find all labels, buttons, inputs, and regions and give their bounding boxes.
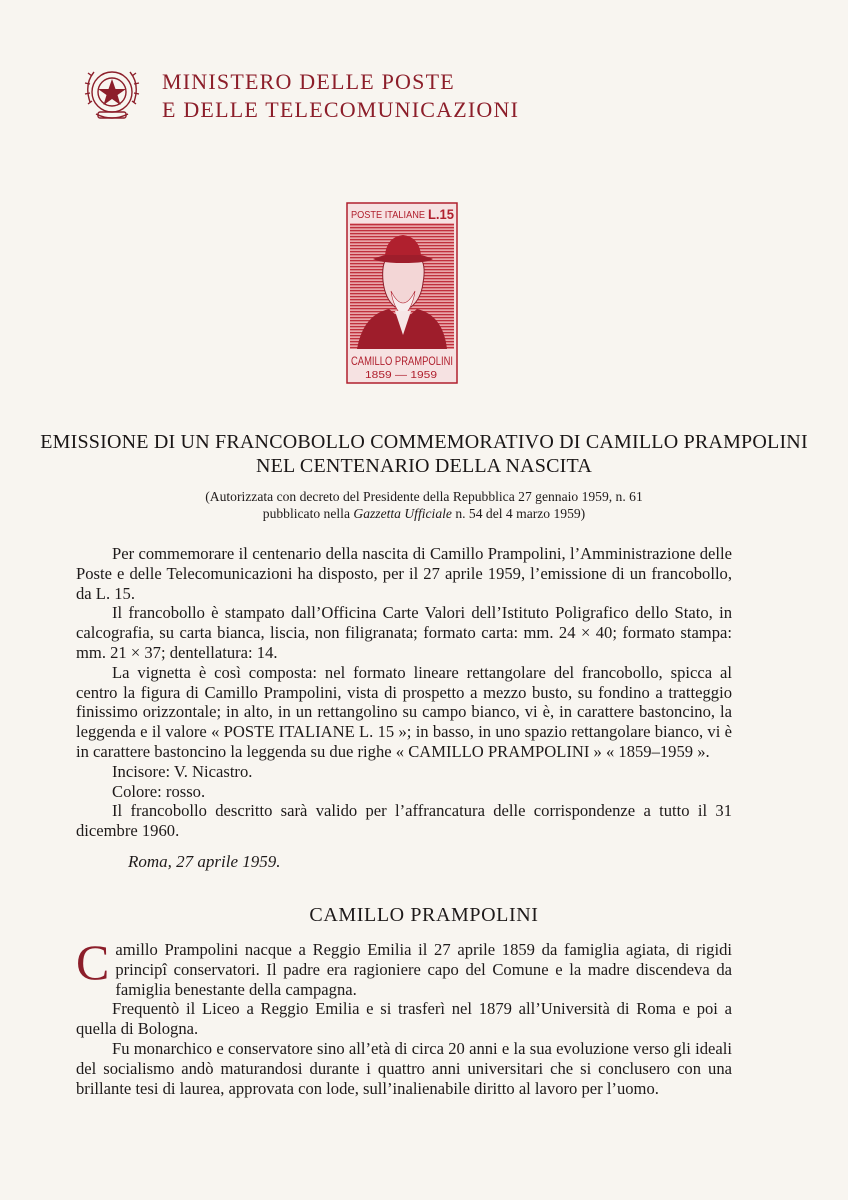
bio-paragraph-2: Frequentò il Liceo a Reggio Emilia e si trasferì nel 1879 all’Università di Roma e poi a quella di Bologna. [76, 999, 732, 1039]
drop-cap: C [76, 934, 110, 990]
stamp-top-label: POSTE ITALIANE [351, 209, 425, 221]
headline-line-1: EMISSIONE DI UN FRANCOBOLLO COMMEMORATIVO DI CAMILLO PRAMPOLINI [40, 431, 808, 453]
decree-line-2-prefix: pubblicato nella [262, 506, 354, 521]
headline-line-2: NEL CENTENARIO DELLA NASCITA [255, 455, 592, 477]
stamp-image [347, 203, 457, 383]
paragraph-printing: Il francobollo è stampato dall’Officina Carte Valori dell’Istituto Poligrafico dello Stato, in calcografia, su carta bianca, liscia, non filigranata; formato carta: mm. 24 × 40; formato stampa: mm. 21 × 37; dentellatura: 14. [76, 603, 732, 662]
ministry-heading [162, 68, 519, 124]
decree-reference [0, 488, 848, 522]
gazette-name: Gazzetta Ufficiale [353, 506, 452, 521]
bio-paragraph-1-text: amillo Prampolini nacque a Reggio Emilia il 27 aprile 1859 da famiglia agiata, di rigidi principî conservatori. Il padre era ragioniere capo del Comune e la madre discendeva da famiglia benestante della campagna. [115, 940, 732, 999]
paragraph-color: Colore: rosso. [112, 781, 206, 801]
stamp-name: CAMILLO PRAMPOLINI [351, 356, 453, 368]
decree-line-2-suffix: n. 54 del 4 marzo 1959) [451, 506, 586, 521]
bio-paragraph-1 [76, 934, 732, 999]
biography [76, 934, 732, 1098]
issue-description [76, 544, 732, 841]
issue-headline [0, 430, 848, 478]
decree-line-2 [0, 505, 848, 522]
ministry-line-1: MINISTERO DELLE POSTE [162, 69, 455, 94]
italian-republic-emblem-icon [80, 62, 144, 128]
paragraph-vignette: La vignetta è così composta: nel formato lineare rettangolare del francobollo, spicca al centro la figura di Camillo Prampolini, vista di prospetto a mezzo busto, su fondino a tratteggio finissimo orizzontale; in alto, in un rettangolino su campo bianco, vi è, in carattere bastoncino, la leggenda e il valore « POSTE ITALIANE L. 15 »; in basso, in uno spazio rettangolare bianco, vi è in carattere bastoncino la leggenda su due righe « CAMILLO PRAMPOLINI » « 1859–1959 ». [76, 662, 732, 761]
paragraph-validity: Il francobollo descritto sarà valido per l’affrancatura delle corrispondenze a tutto il 31 dicembre 1960. [76, 801, 732, 841]
place-date: Roma, 27 aprile 1959. [128, 852, 281, 871]
decree-line-1: (Autorizzata con decreto del Presidente della Repubblica 27 gennaio 1959, n. 61 [205, 489, 643, 504]
biography-title: CAMILLO PRAMPOLINI [309, 904, 539, 926]
paragraph-announcement: Per commemorare il centenario della nascita di Camillo Prampolini, l’Amministrazione delle Poste e delle Telecomunicazioni ha disposto, per il 27 aprile 1959, l’emissione di un francobollo, da L. 15. [76, 544, 732, 603]
bio-paragraph-3: Fu monarchico e conservatore sino all’età di circa 20 anni e la sua evoluzione verso gli ideali del socialismo andò maturandosi durante i quattro anni universitari che si conclusero con una brillante tesi di laurea, approvata con lode, sull’inalienabile diritto al lavoro per l’uomo. [76, 1038, 732, 1098]
paragraph-engraver: Incisore: V. Nicastro. [112, 761, 253, 781]
ministry-line-2: E DELLE TELECOMUNICAZIONI [162, 97, 520, 122]
stamp-value: L.15 [428, 206, 455, 222]
stamp-years: 1859 — 1959 [365, 370, 438, 381]
